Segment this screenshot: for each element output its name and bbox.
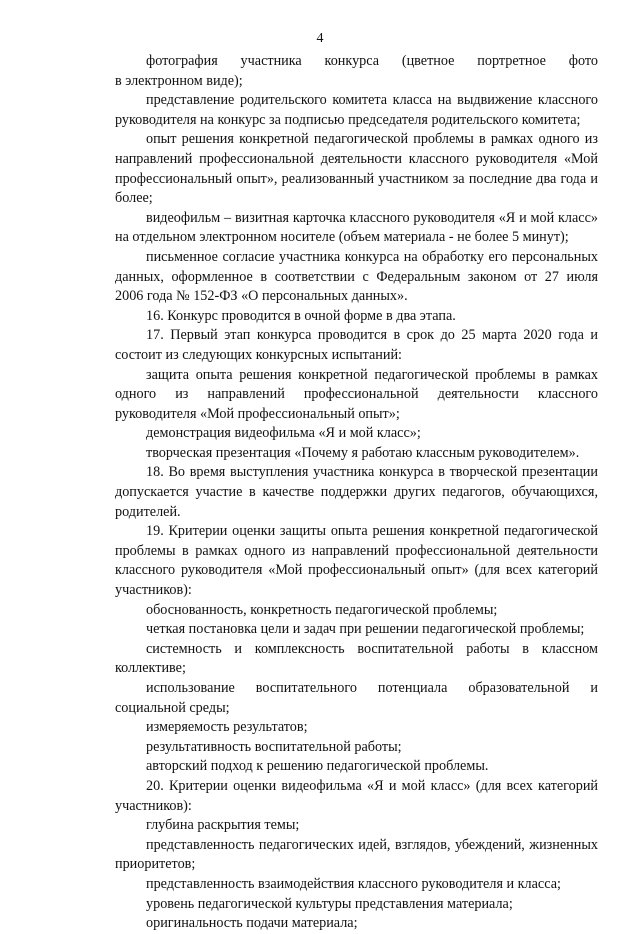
paragraph [84,307,598,327]
paragraph [84,52,598,91]
text-line: направлений профессиональной деятельности классного руководителя «Мой [115,150,598,167]
text-line: профессиональный опыт», реализованный участником за последние два года и [115,170,598,187]
text-line: видеофильм – визитная карточка классного руководителя «Я и мой класс» [146,209,598,226]
paragraph [84,777,598,816]
paragraph [84,816,598,836]
paragraph [84,326,598,365]
text-line: состоит из следующих конкурсных испытаний: [115,346,402,363]
paragraph [84,875,598,895]
text-line: коллективе; [115,660,186,677]
page-number: 4 [316,31,324,46]
paragraph [84,895,598,915]
text-line: письменное согласие участника конкурса на обработку его персональных [146,248,598,265]
paragraph [84,601,598,621]
text-line: представленность взаимодействия классного руководителя и класса; [146,875,561,892]
text-line: оригинальность подачи материала; [146,915,358,932]
text-line: системность и комплексность воспитательной работы в классном [146,640,598,657]
text-line: в электронном виде); [115,72,243,89]
text-line: допускается участие в качестве поддержки других педагогов, обучающихся, [115,484,598,501]
paragraph [84,130,598,208]
paragraph [84,91,598,130]
text-line: представление родительского комитета класса на выдвижение классного [146,92,598,109]
text-line: представленность педагогических идей, взглядов, убеждений, жизненных [146,836,598,853]
paragraph [84,209,598,248]
text-line: результативность воспитательной работы; [146,738,402,755]
text-line: демонстрация видеофильма «Я и мой класс»; [146,425,421,442]
text-line: классного руководителя «Мой профессиональный опыт» (для всех категорий [115,562,598,579]
paragraph [84,620,598,640]
text-line: более; [115,190,153,207]
text-line: фотография участника конкурса (цветное портретное фото [146,53,598,69]
text-line: одного из направлений профессиональной деятельности классного [115,386,598,403]
paragraph [84,836,598,875]
text-line: 19. Критерии оценки защиты опыта решения конкретной педагогической [146,523,598,540]
paragraph [84,366,598,425]
text-line: приоритетов; [115,856,196,873]
text-line: участников): [115,797,192,814]
text-line: использование воспитательного потенциала образовательной и [146,680,598,696]
paragraph [84,444,598,464]
paragraph [84,640,598,679]
text-line: участников): [115,582,192,599]
text-line: на отдельном электронном носителе (объем материала - не более 5 минут); [115,229,569,246]
text-line: 16. Конкурс проводится в очной форме в два этапа. [146,307,456,324]
text-line: опыт решения конкретной педагогической проблемы в рамках одного из [146,131,598,148]
text-line: измеряемость результатов; [146,719,308,736]
text-line: данных, оформленное в соответствии с Федеральным законом от 27 июля [115,268,598,285]
text-line: 17. Первый этап конкурса проводится в срок до 25 марта 2020 года и [146,327,598,344]
text-line: проблемы в рамках одного из направлений профессиональной деятельности [115,542,598,559]
text-line: руководителя «Мой профессиональный опыт»; [115,405,400,422]
text-line: защита опыта решения конкретной педагогической проблемы в рамках [146,366,598,383]
text-line: 20. Критерии оценки видеофильма «Я и мой класс» (для всех категорий [146,777,598,794]
paragraph [84,757,598,777]
paragraph [84,248,598,307]
text-line: глубина раскрытия темы; [146,817,300,834]
paragraph [84,914,598,934]
paragraph [84,718,598,738]
paragraph [84,424,598,444]
document-body [84,52,598,934]
paragraph [84,738,598,758]
text-line: авторский подход к решению педагогической проблемы. [146,758,489,775]
text-line: обоснованность, конкретность педагогической проблемы; [146,601,498,618]
text-line: социальной среды; [115,699,230,716]
paragraph [84,522,598,600]
paragraph [84,463,598,522]
text-line: уровень педагогической культуры представления материала; [146,895,513,912]
text-line: четкая постановка цели и задач при решении педагогической проблемы; [146,621,585,638]
text-line: 2006 года № 152-ФЗ «О персональных данных». [115,288,408,305]
text-line: родителей. [115,503,181,520]
paragraph [84,679,598,718]
text-line: творческая презентация «Почему я работаю классным руководителем». [146,444,580,461]
text-line: 18. Во время выступления участника конкурса в творческой презентации [146,464,598,481]
text-line: руководителя на конкурс за подписью председателя родительского комитета; [115,111,581,128]
